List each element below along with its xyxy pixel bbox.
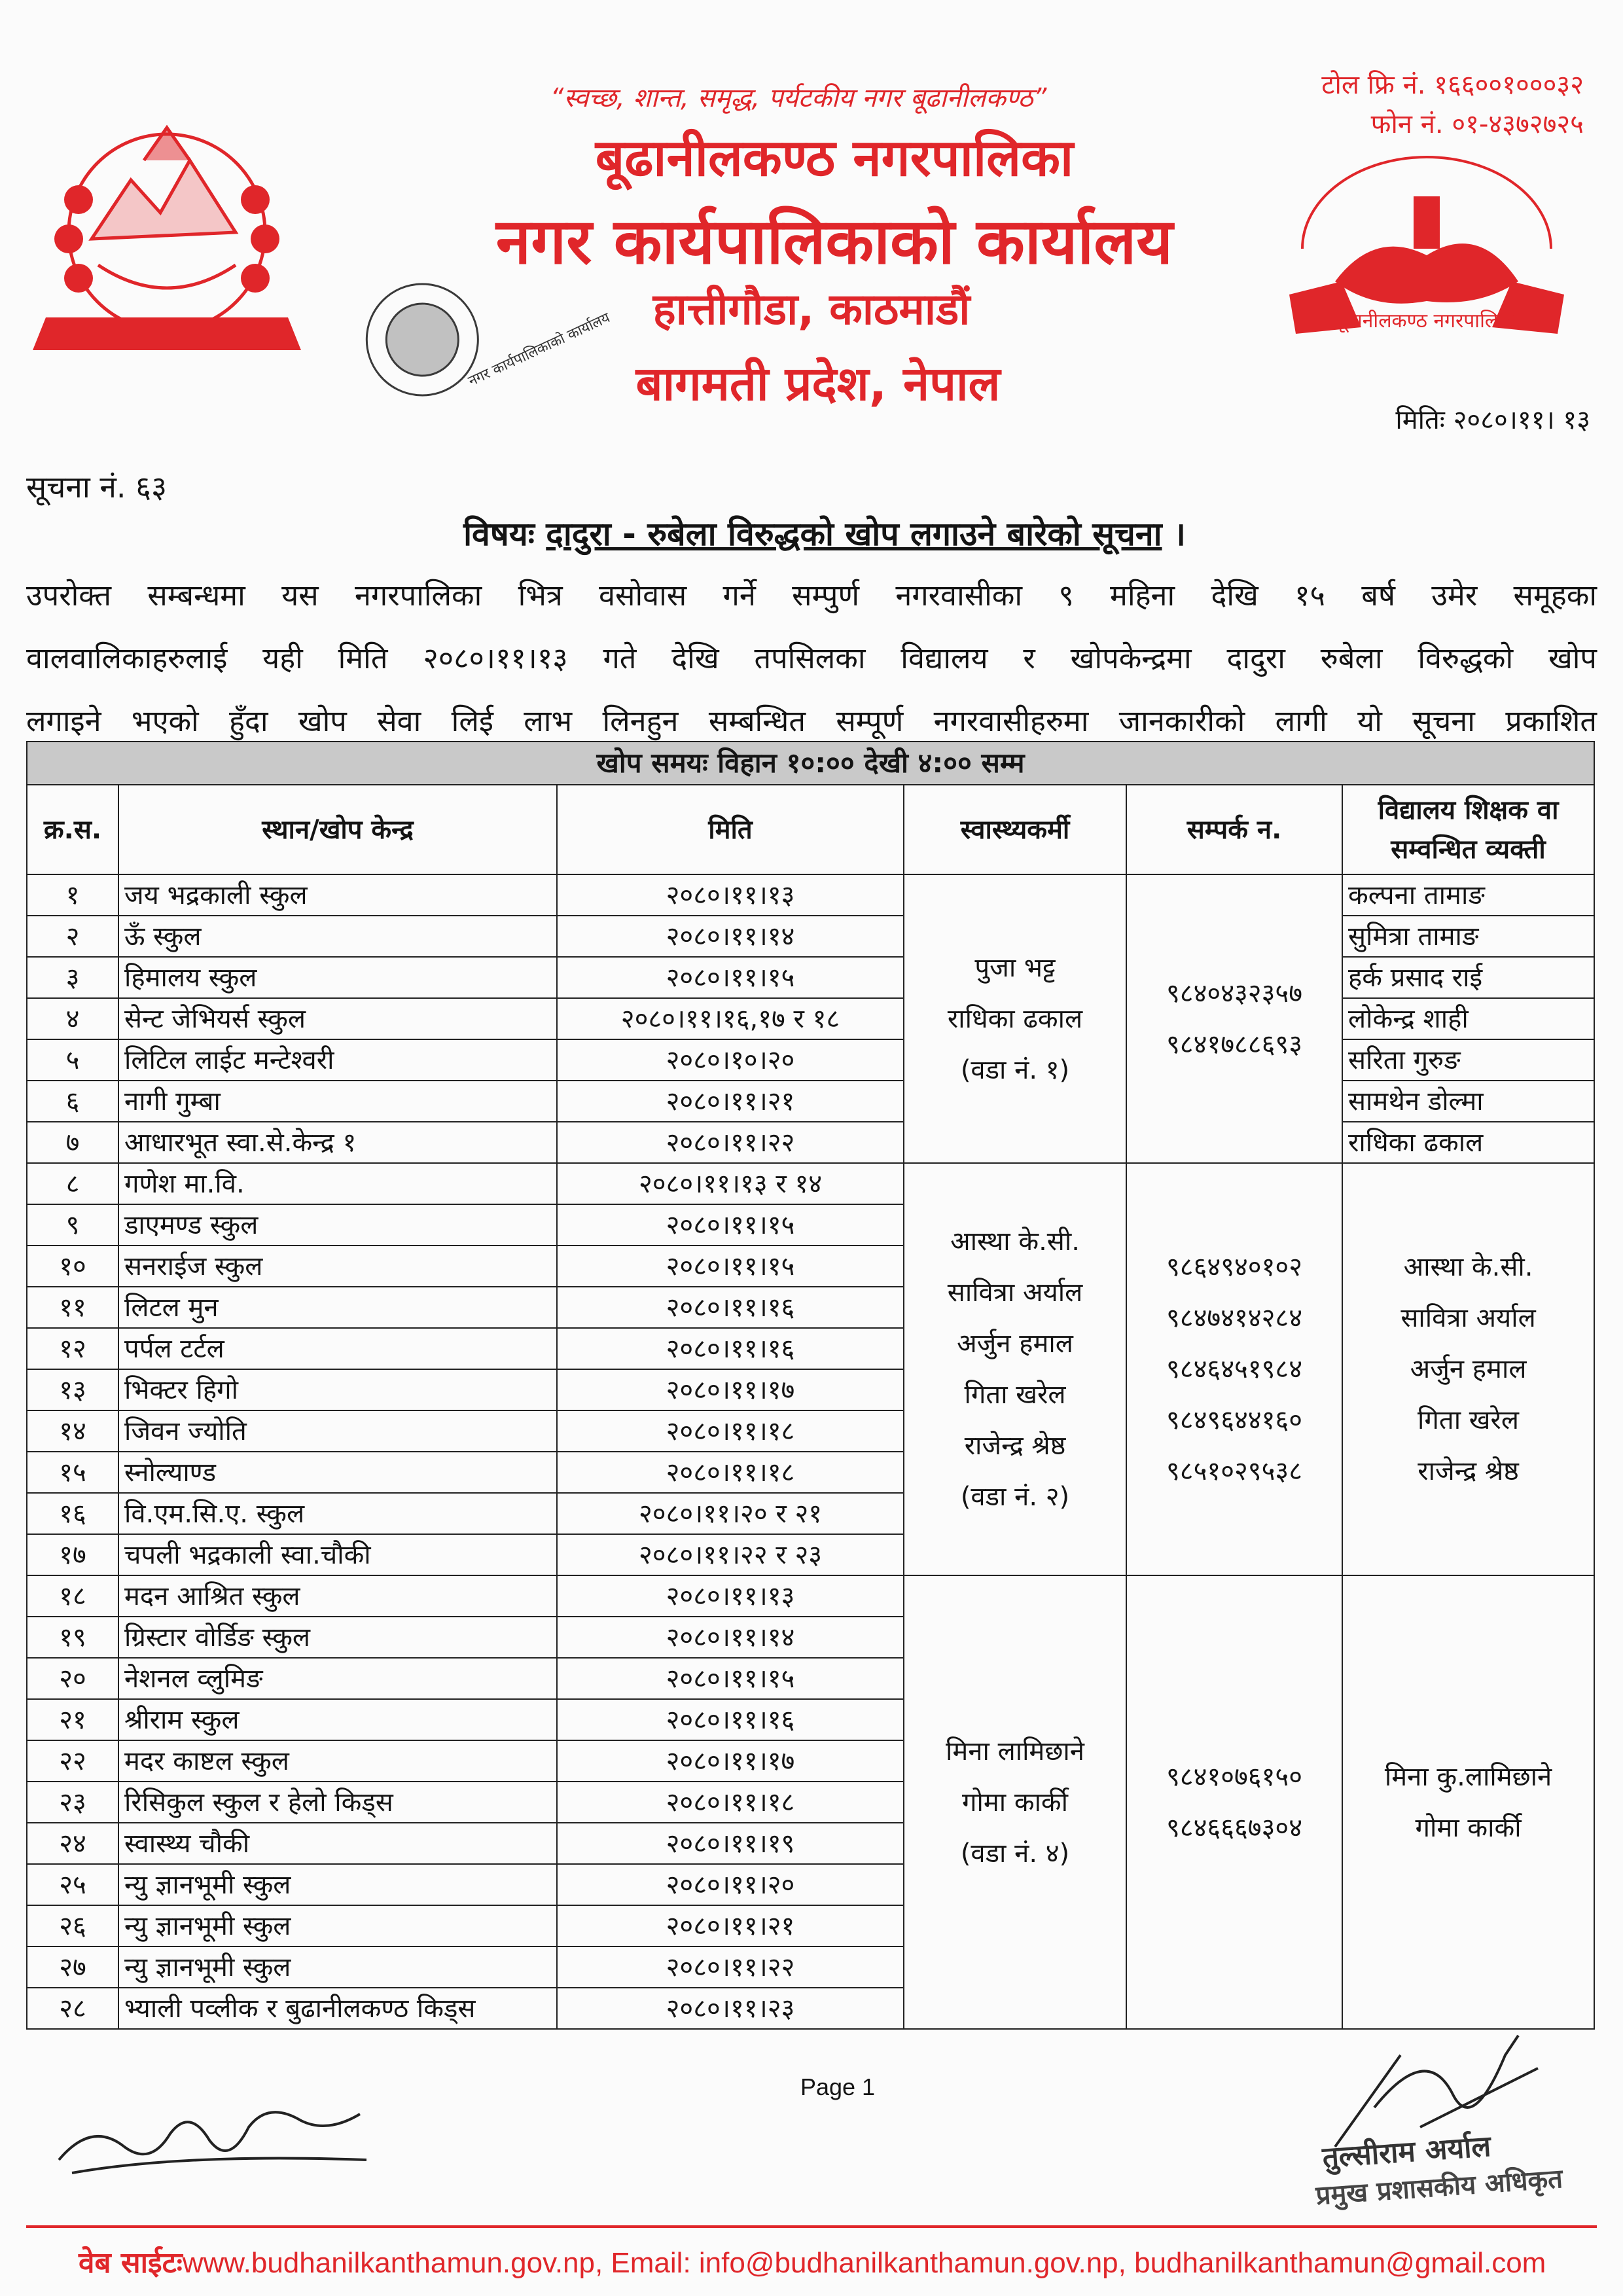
contact-number: ९८५१०२९५३८ <box>1166 1456 1302 1486</box>
teacher-name: सावित्रा अर्याल <box>1400 1303 1536 1333</box>
row-date: २०८०।११।१५ <box>557 1658 904 1699</box>
row-teacher: सरिता गुरुङ <box>1342 1039 1594 1081</box>
province-country: बागमती प्रदेश, नेपाल <box>635 356 1001 411</box>
row-place: नेशनल व्लुमिङ <box>118 1658 557 1699</box>
row-date: २०८०।११।१३ र १४ <box>557 1163 904 1204</box>
table-row <box>27 1081 1594 1122</box>
vaccination-time-banner: खोप समयः विहान १०:०० देखी ४:०० सम्म <box>27 742 1594 785</box>
table-row <box>27 1039 1594 1081</box>
row-sn: २८ <box>27 1988 118 2029</box>
municipality-name: बूढानीलकण्ठ नगरपालिका <box>595 129 1074 188</box>
group-teachers <box>1342 1163 1594 1575</box>
teacher-name: राजेन्द्र श्रेष्ठ <box>1418 1456 1519 1486</box>
table-row <box>27 1122 1594 1163</box>
health-worker-name: राधिका ढकाल <box>947 1003 1083 1034</box>
row-date: २०८०।११।२१ <box>557 1905 904 1946</box>
row-place: न्यु ज्ञानभूमी स्कुल <box>118 1946 557 1988</box>
row-place: डाएमण्ड स्कुल <box>118 1204 557 1246</box>
contact-number: ९८४६४५१९८४ <box>1166 1354 1302 1384</box>
row-sn: २६ <box>27 1905 118 1946</box>
row-place: गणेश मा.वि. <box>118 1163 557 1204</box>
tollfree-number: टोल फ्रि नं. १६६००१०००३२ <box>1321 70 1584 100</box>
group-health-workers <box>904 1575 1126 2029</box>
row-place: मदन आश्रित स्कुल <box>118 1575 557 1617</box>
health-worker-name: पुजा भट्ट <box>974 952 1056 983</box>
ward-label: (वडा नं. १) <box>960 1054 1070 1085</box>
row-place: नागी गुम्बा <box>118 1081 557 1122</box>
notice-number: सूचना नं. ६३ <box>26 469 167 505</box>
group-teachers <box>1342 1575 1594 2029</box>
row-date: २०८०।११।२१ <box>557 1081 904 1122</box>
contact-number: ९८४०४३२३५७ <box>1166 978 1302 1009</box>
row-place: पर्पल टर्टल <box>118 1328 557 1369</box>
col-header-teacher: विद्यालय शिक्षक वा सम्वन्धित व्यक्ती <box>1342 785 1594 874</box>
row-place: आधारभूत स्वा.से.केन्द्र १ <box>118 1122 557 1163</box>
table-row <box>27 998 1594 1039</box>
row-date: २०८०।११।१३ <box>557 1575 904 1617</box>
row-place: ऊँ स्कुल <box>118 916 557 957</box>
row-sn: २१ <box>27 1699 118 1740</box>
teacher-name: मिना कु.लामिछाने <box>1384 1761 1552 1792</box>
office-name: नगर कार्यपालिकाको कार्यालय <box>495 205 1173 278</box>
row-sn: ११ <box>27 1287 118 1328</box>
row-date: २०८०।११।१५ <box>557 1204 904 1246</box>
col-header-contact: सम्पर्क न. <box>1126 785 1342 874</box>
contact-number: ९८४९६४४१६० <box>1166 1405 1302 1435</box>
footer-web-label: वेब साईटः <box>79 2246 183 2280</box>
row-teacher: सामथेन डोल्मा <box>1342 1081 1594 1122</box>
row-place: न्यु ज्ञानभूमी स्कुल <box>118 1864 557 1905</box>
table-row <box>27 874 1594 916</box>
office-address: हात्तीगौडा, काठमाडौं <box>652 284 971 334</box>
footer-contact-line <box>79 2242 1603 2281</box>
contact-number: ९८४७४१४२८४ <box>1166 1303 1302 1333</box>
health-worker-name: गिता खरेल <box>964 1380 1066 1410</box>
row-date: २०८०।११।१३ <box>557 874 904 916</box>
teacher-name: गिता खरेल <box>1418 1405 1520 1435</box>
notice-date: मितिः २०८०।११। १३ <box>1395 405 1590 435</box>
col-header-place: स्थान/खोप केन्द्र <box>118 785 557 874</box>
row-sn: १० <box>27 1246 118 1287</box>
group-health-workers <box>904 1163 1126 1575</box>
table-row <box>27 957 1594 998</box>
signature-left <box>52 2081 393 2186</box>
row-date: २०८०।११।१७ <box>557 1369 904 1410</box>
row-sn: २ <box>27 916 118 957</box>
row-date: २०८०।११।१६,१७ र १८ <box>557 998 904 1039</box>
municipality-logo <box>1283 151 1571 347</box>
row-sn: ९ <box>27 1204 118 1246</box>
svg-text:नगर कार्यपालिकाको कार्यालय: नगर कार्यपालिकाको कार्यालय <box>465 310 613 390</box>
row-date: २०८०।११।२२ <box>557 1122 904 1163</box>
row-place: श्रीराम स्कुल <box>118 1699 557 1740</box>
row-place: न्यु ज्ञानभूमी स्कुल <box>118 1905 557 1946</box>
svg-text:बूढानीलकण्ठ नगरपालिका: बूढानीलकण्ठ नगरपालिका <box>1334 310 1519 332</box>
subject-end: । <box>1162 515 1186 553</box>
row-sn: १८ <box>27 1575 118 1617</box>
col-header-health-worker: स्वास्थ्यकर्मी <box>904 785 1126 874</box>
col-header-sn: क्र.स. <box>27 785 118 874</box>
row-place: मदर काष्टल स्कुल <box>118 1740 557 1782</box>
contact-number: ९८४१७८८६९३ <box>1166 1029 1302 1060</box>
health-worker-name: अर्जुन हमाल <box>957 1329 1073 1359</box>
row-date: २०८०।११।२२ <box>557 1946 904 1988</box>
ward-label: (वडा नं. २) <box>960 1482 1070 1512</box>
row-date: २०८०।११।१८ <box>557 1410 904 1452</box>
row-date: २०८०।११।१४ <box>557 916 904 957</box>
officer-title: प्रमुख प्रशासकीय अधिकृत <box>1315 2164 1564 2212</box>
row-sn: ३ <box>27 957 118 998</box>
row-place: हिमालय स्कुल <box>118 957 557 998</box>
row-place: लिटिल लाईट मन्टेश्वरी <box>118 1039 557 1081</box>
notice-subject <box>366 511 1283 555</box>
teacher-name: आस्था के.सी. <box>1403 1252 1533 1282</box>
body-line: उपरोक्त सम्बन्धमा यस नगरपालिका भित्र वसोवास गर्ने सम्पुर्ण नगरवासीका ९ महिना देखि १५ बर्ष उमेर समूहका <box>26 578 1597 613</box>
subject-label: विषयः <box>463 515 535 553</box>
row-place: वि.एम.सि.ए. स्कुल <box>118 1493 557 1534</box>
row-sn: ५ <box>27 1039 118 1081</box>
row-date: २०८०।११।१७ <box>557 1740 904 1782</box>
row-date: २०८०।११।१५ <box>557 1246 904 1287</box>
row-sn: १५ <box>27 1452 118 1493</box>
group-contacts <box>1126 1163 1342 1575</box>
row-place: लिटल मुन <box>118 1287 557 1328</box>
row-sn: १७ <box>27 1534 118 1575</box>
row-date: २०८०।११।१६ <box>557 1287 904 1328</box>
row-date: २०८०।११।२० र २१ <box>557 1493 904 1534</box>
row-place: स्वास्थ्य चौकी <box>118 1823 557 1864</box>
page-number: Page 1 <box>800 2073 876 2100</box>
contact-number: ९८६४९४०१०२ <box>1166 1252 1302 1282</box>
row-place: स्नोल्याण्ड <box>118 1452 557 1493</box>
row-sn: ४ <box>27 998 118 1039</box>
row-sn: १३ <box>27 1369 118 1410</box>
notice-body <box>26 564 1597 753</box>
row-place: भिक्टर हिगो <box>118 1369 557 1410</box>
group-contacts <box>1126 1575 1342 2029</box>
row-teacher: सुमित्रा तामाङ <box>1342 916 1594 957</box>
health-worker-name: राजेन्द्र श्रेष्ठ <box>964 1431 1066 1461</box>
row-sn: २४ <box>27 1823 118 1864</box>
row-place: जिवन ज्योति <box>118 1410 557 1452</box>
group-health-workers <box>904 874 1126 1163</box>
row-sn: २० <box>27 1658 118 1699</box>
footer-divider <box>26 2225 1597 2228</box>
row-sn: ६ <box>27 1081 118 1122</box>
row-sn: १४ <box>27 1410 118 1452</box>
row-place: भ्याली पव्लीक र बुढानीलकण्ठ किड्स <box>118 1988 557 2029</box>
subject-text: दादुरा - रुबेला विरुद्धको खोप लगाउने बारेको सूचना <box>546 515 1162 553</box>
row-place: चपली भद्रकाली स्वा.चौकी <box>118 1534 557 1575</box>
row-place: रिसिकुल स्कुल र हेलो किड्स <box>118 1782 557 1823</box>
phone-number: फोन नं. ०१-४३७२७२५ <box>1370 109 1584 139</box>
body-line: लगाइने भएको हुँदा खोप सेवा लिई लाभ लिनहुन सम्बन्धित सम्पूर्ण नगरवासीहरुमा जानकारीको लागी यो सूचना प्रकाशित <box>26 704 1597 738</box>
ward-label: (वडा नं. ४) <box>960 1838 1070 1869</box>
row-date: २०८०।११।१८ <box>557 1782 904 1823</box>
contact-number: ९८४१०७६१५० <box>1166 1761 1302 1792</box>
health-worker-name: गोमा कार्की <box>961 1787 1069 1818</box>
row-date: २०८०।११।१६ <box>557 1328 904 1369</box>
footer-contact-text: www.budhanilkanthamun.gov.np, Email: info@budhanilkanthamun.gov.np, budhanilkanthamun@gmail.com <box>182 2247 1546 2279</box>
teacher-name: गोमा कार्की <box>1415 1812 1522 1843</box>
row-date: २०८०।११।१४ <box>557 1617 904 1658</box>
row-teacher: राधिका ढकाल <box>1342 1122 1594 1163</box>
row-place: जय भद्रकाली स्कुल <box>118 874 557 916</box>
row-date: २०८०।११।१८ <box>557 1452 904 1493</box>
row-date: २०८०।११।१५ <box>557 957 904 998</box>
row-date: २०८०।११।१९ <box>557 1823 904 1864</box>
nepal-government-emblem <box>20 101 314 376</box>
teacher-name: अर्जुन हमाल <box>1410 1354 1527 1384</box>
health-worker-name: मिना लामिछाने <box>946 1736 1084 1767</box>
row-sn: १२ <box>27 1328 118 1369</box>
row-place: सनराईज स्कुल <box>118 1246 557 1287</box>
row-date: २०८०।११।२३ <box>557 1988 904 2029</box>
row-date: २०८०।११।१६ <box>557 1699 904 1740</box>
vaccination-schedule-table <box>26 741 1595 2030</box>
row-sn: २५ <box>27 1864 118 1905</box>
table-row <box>27 1163 1594 1204</box>
table-row <box>27 916 1594 957</box>
body-line: वालवालिकाहरुलाई यही मिति २०८०।११।१३ गते देखि तपसिलका विद्यालय र खोपकेन्द्रमा दादुरा रुबेला विरुद्धको खोप <box>26 641 1597 675</box>
row-sn: १६ <box>27 1493 118 1534</box>
municipality-motto: “स्वच्छ, शान्त, समृद्ध, पर्यटकीय नगर बूढानीलकण्ठ” <box>550 83 1047 113</box>
row-sn: १९ <box>27 1617 118 1658</box>
row-place: सेन्ट जेभियर्स स्कुल <box>118 998 557 1039</box>
row-date: २०८०।११।२२ र २३ <box>557 1534 904 1575</box>
table-row <box>27 1575 1594 1617</box>
row-date: २०८०।११।२० <box>557 1864 904 1905</box>
vaccination-table-body <box>27 874 1594 2029</box>
row-sn: ८ <box>27 1163 118 1204</box>
health-worker-name: सावित्रा अर्याल <box>947 1278 1083 1308</box>
contact-number: ९८४६६६७३०४ <box>1166 1812 1302 1843</box>
row-sn: २२ <box>27 1740 118 1782</box>
row-place: ग्रिस्टार वोर्डिङ स्कुल <box>118 1617 557 1658</box>
officer-name: तुल्सीराम अर्याल <box>1321 2129 1492 2175</box>
row-teacher: कल्पना तामाङ <box>1342 874 1594 916</box>
row-teacher: हर्क प्रसाद राई <box>1342 957 1594 998</box>
row-date: २०८०।१०।२० <box>557 1039 904 1081</box>
row-teacher: लोकेन्द्र शाही <box>1342 998 1594 1039</box>
row-sn: १ <box>27 874 118 916</box>
col-header-date: मिति <box>557 785 904 874</box>
row-sn: २७ <box>27 1946 118 1988</box>
row-sn: २३ <box>27 1782 118 1823</box>
row-sn: ७ <box>27 1122 118 1163</box>
group-contacts <box>1126 874 1342 1163</box>
health-worker-name: आस्था के.सी. <box>950 1227 1080 1257</box>
